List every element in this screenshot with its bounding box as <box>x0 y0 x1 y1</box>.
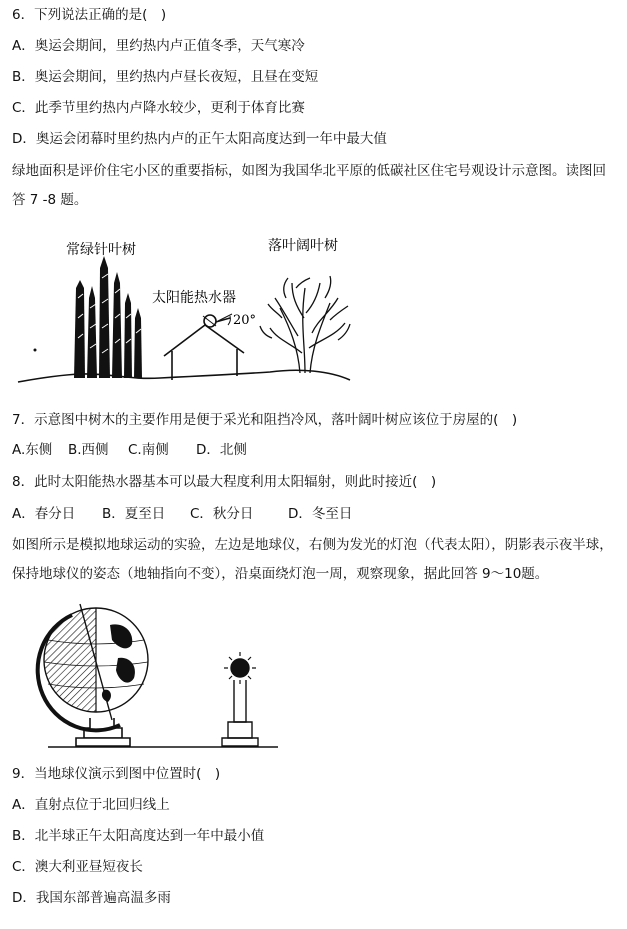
question-8-option-d: D．冬至日 <box>288 506 353 522</box>
question-6-option-d: D．奥运会闭幕时里约热内卢的正午太阳高度达到一年中最大值 <box>12 131 387 147</box>
lamp-drawing <box>222 652 258 746</box>
question-9-option-d: D．我国东部普遍高温多雨 <box>12 890 171 906</box>
question-7-option-d: D．北侧 <box>196 442 247 458</box>
question-8-options <box>12 505 352 523</box>
question-7-options <box>12 441 247 459</box>
globe-drawing <box>38 604 148 746</box>
question-9-option-a: A．直射点位于北回归线上 <box>12 797 170 813</box>
label-angle: 20° <box>233 313 257 328</box>
solar-heater-drawing <box>203 314 232 327</box>
figure-house-trees <box>0 228 627 398</box>
question-8-option-a: A．春分日 <box>12 506 76 522</box>
question-9-option-c: C．澳大利亚昼短夜长 <box>12 859 143 875</box>
label-deciduous-broadleaf: 落叶阔叶树 <box>268 238 338 254</box>
label-solar-water-heater: 太阳能热水器 <box>152 290 236 306</box>
question-6-option-a: A．奥运会期间，里约热内卢正值冬季，天气寒冷 <box>12 38 305 54</box>
question-7-option-b: B.西侧 <box>68 442 109 458</box>
question-8-option-c: C．秋分日 <box>190 506 254 522</box>
question-8-stem: 8．此时太阳能热水器基本可以最大程度利用太阳辐射，则此时接近( ) <box>12 474 437 490</box>
question-7-option-a: A.东侧 <box>12 442 53 458</box>
label-evergreen-conifer: 常绿针叶树 <box>66 242 136 258</box>
house-drawing <box>164 318 244 380</box>
question-6-option-b: B．奥运会期间，里约热内卢昼长夜短，且昼在变短 <box>12 69 319 85</box>
question-9-option-b: B．北半球正午太阳高度达到一年中最小值 <box>12 828 265 844</box>
question-6-option-c: C．此季节里约热内卢降水较少，更利于体育比赛 <box>12 100 305 116</box>
figure-globe-lamp <box>0 600 627 755</box>
question-9-stem: 9．当地球仪演示到图中位置时( ) <box>12 766 221 782</box>
question-6-stem: 6．下列说法正确的是( ) <box>12 7 167 23</box>
question-7-stem: 7．示意图中树木的主要作用是便于采光和阻挡冷风，落叶阔叶树应该位于房屋的( ) <box>12 412 518 428</box>
question-7-option-c: C.南侧 <box>128 442 169 458</box>
deciduous-tree-drawing <box>260 276 350 373</box>
intro-questions-7-8: 绿地面积是评价住宅小区的重要指标，如图为我国华北平原的低碳社区住宅号观设计示意图。读图回答 7 -8 题。 <box>12 163 606 208</box>
intro-questions-9-10: 如图所示是模拟地球运动的实验，左边是地球仪，右侧为发光的灯泡（代表太阳），阴影表示夜半球，保持地球仪的姿态（地轴指向不变），沿桌面绕灯泡一周，观察现象，据此回答 9～10题。 <box>12 537 613 582</box>
question-8-option-b: B．夏至日 <box>102 506 166 522</box>
